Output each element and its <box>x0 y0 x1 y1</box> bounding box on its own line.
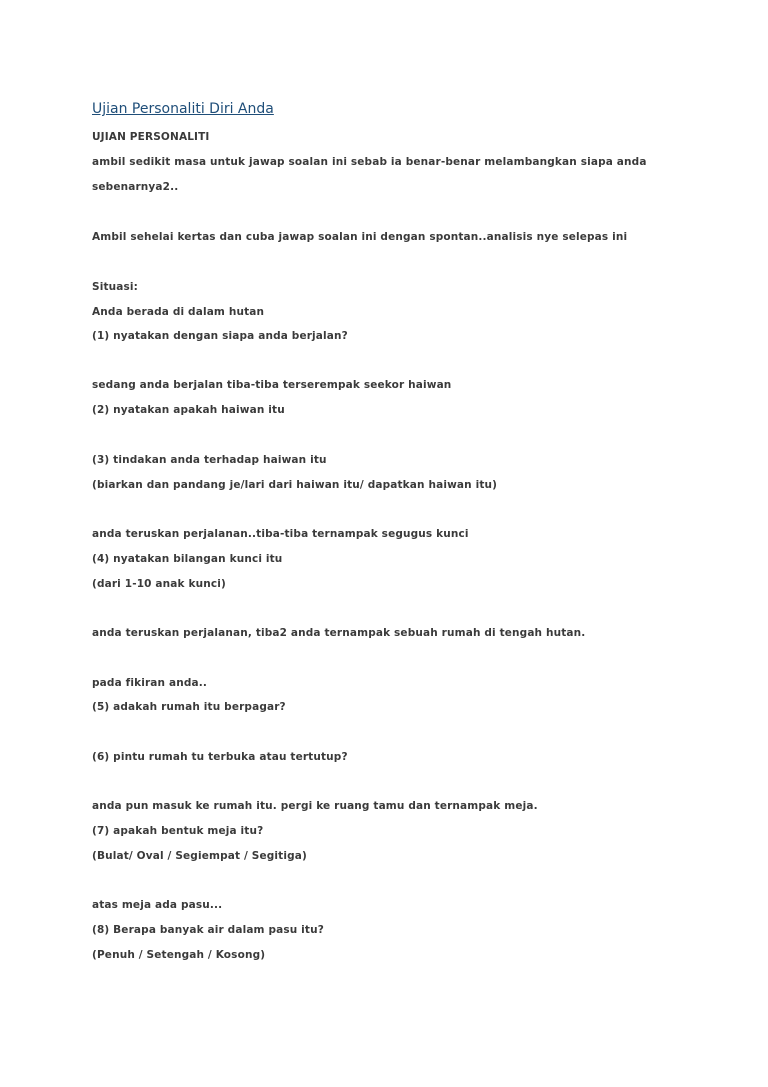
question-8-options: (Penuh / Setengah / Kosong) <box>92 949 266 961</box>
paragraph-line: anda pun masuk ke rumah itu. pergi ke ruang tamu dan ternampak meja. <box>92 800 538 812</box>
question-3: (3) tindakan anda terhadap haiwan itu <box>92 454 327 466</box>
paragraph-line: atas meja ada pasu... <box>92 899 223 911</box>
question-8: (8) Berapa banyak air dalam pasu itu? <box>92 924 324 936</box>
heading-ujian-personaliti: UJIAN PERSONALITI <box>92 131 210 143</box>
paragraph-line: pada fikiran anda.. <box>92 677 207 689</box>
question-7-options: (Bulat/ Oval / Segiempat / Segitiga) <box>92 850 307 862</box>
question-2: (2) nyatakan apakah haiwan itu <box>92 404 285 416</box>
question-6: (6) pintu rumah tu terbuka atau tertutup? <box>92 751 348 763</box>
paragraph-line: Ambil sehelai kertas dan cuba jawap soalan ini dengan spontan..analisis nye selepas ini <box>92 231 628 243</box>
question-5: (5) adakah rumah itu berpagar? <box>92 701 286 713</box>
paragraph-line: anda teruskan perjalanan, tiba2 anda ternampak sebuah rumah di tengah hutan. <box>92 627 586 639</box>
situation-label: Situasi: <box>92 281 138 293</box>
paragraph-line: Anda berada di dalam hutan <box>92 306 265 318</box>
question-3-options: (biarkan dan pandang je/lari dari haiwan itu/ dapatkan haiwan itu) <box>92 479 498 491</box>
paragraph-line: sedang anda berjalan tiba-tiba terserempak seekor haiwan <box>92 379 452 391</box>
question-7: (7) apakah bentuk meja itu? <box>92 825 264 837</box>
question-4: (4) nyatakan bilangan kunci itu <box>92 553 283 565</box>
paragraph-line: sebenarnya2.. <box>92 181 179 193</box>
question-1: (1) nyatakan dengan siapa anda berjalan? <box>92 330 348 342</box>
paragraph-line: anda teruskan perjalanan..tiba-tiba ternampak segugus kunci <box>92 528 469 540</box>
paragraph-line: ambil sedikit masa untuk jawap soalan ini sebab ia benar-benar melambangkan siapa anda <box>92 156 647 168</box>
question-4-options: (dari 1-10 anak kunci) <box>92 578 226 590</box>
document-title-link[interactable]: Ujian Personaliti Diri Anda <box>92 101 274 117</box>
